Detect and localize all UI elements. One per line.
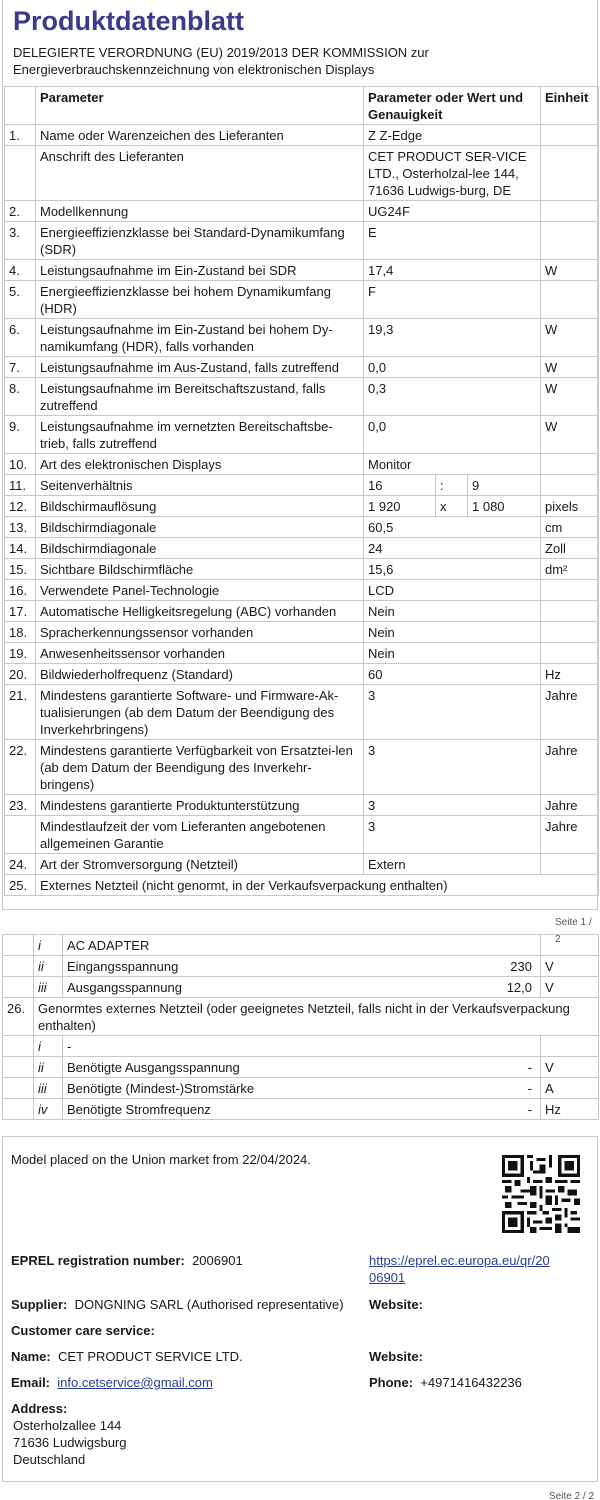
- item-26-text: Genormtes externes Netzteil (oder geeignetes Netzteil, falls nicht in der Verkaufsverpackung enthalten): [34, 998, 599, 1036]
- row-number: 24.: [5, 854, 36, 875]
- power-row-label: [63, 977, 541, 998]
- row-number: 13.: [5, 517, 36, 538]
- table-row: [5, 622, 599, 643]
- row-value: 24: [364, 538, 541, 559]
- page-title: Produktdatenblatt: [13, 6, 245, 36]
- table-row: [5, 201, 599, 222]
- header-value: Parameter oder Wert und Genauigkeit: [364, 87, 541, 125]
- row-value: Z Z-Edge: [364, 125, 541, 146]
- row-unit: W: [541, 260, 599, 281]
- table-header-row: [5, 87, 599, 125]
- power-row-spacer: [3, 977, 34, 998]
- table-row: [5, 664, 599, 685]
- row-value: E: [364, 222, 541, 260]
- row-parameter: Leistungsaufnahme im Aus-Zustand, falls zutreffend: [36, 357, 364, 378]
- row-value: UG24F: [364, 201, 541, 222]
- row-unit: [541, 854, 599, 875]
- row-unit: pixels: [541, 496, 599, 517]
- power-row-label-text: Eingangsspannung: [67, 959, 179, 974]
- row-number: 12.: [5, 496, 36, 517]
- power-row-label: [63, 956, 541, 977]
- row-parameter: Sichtbare Bildschirmfläche: [36, 559, 364, 580]
- eprel-registration-label: EPREL registration number:: [11, 1253, 185, 1268]
- website-label-2: Website:: [369, 1349, 423, 1364]
- website-label-1: Website:: [369, 1297, 423, 1312]
- row-number: 25.: [5, 875, 36, 896]
- power-row: [3, 1057, 599, 1078]
- row-value: F: [364, 281, 541, 319]
- table-row: [5, 538, 599, 559]
- power-row-unit: V: [541, 956, 599, 977]
- row-parameter: Spracherkennungssensor vorhanden: [36, 622, 364, 643]
- email-link[interactable]: info.cetservice@gmail.com: [57, 1375, 213, 1390]
- table-row: [5, 357, 599, 378]
- table-row: [5, 222, 599, 260]
- power-row: [3, 935, 599, 956]
- row-unit: dm²: [541, 559, 599, 580]
- row-number: 16.: [5, 580, 36, 601]
- power-row-spacer: [3, 956, 34, 977]
- power-row-unit: V: [541, 977, 599, 998]
- table-row: [5, 854, 599, 875]
- power-row-label: [63, 935, 541, 956]
- power-row-roman: ii: [34, 956, 63, 977]
- item-26-number: 26.: [3, 998, 34, 1036]
- table-row: [5, 685, 599, 740]
- row-unit: [541, 622, 599, 643]
- row-unit: [541, 580, 599, 601]
- table-row: [5, 740, 599, 795]
- regulation-subtitle: DELEGIERTE VERORDNUNG (EU) 2019/2013 DER KOMMISSION zur Energieverbrauchskennzeichnung von elektronischen Displays: [13, 45, 429, 77]
- power-row: [3, 977, 599, 998]
- row-number: 19.: [5, 643, 36, 664]
- row-parameter: Mindestens garantierte Produktunterstützung: [36, 795, 364, 816]
- table-row: [5, 517, 599, 538]
- row-number: 18.: [5, 622, 36, 643]
- power-row-roman: iii: [34, 977, 63, 998]
- row-value: Monitor: [364, 454, 541, 475]
- table-row: [5, 816, 599, 854]
- table-row: [5, 416, 599, 454]
- power-row: [3, 956, 599, 977]
- table-row: [5, 125, 599, 146]
- row-value: 3: [364, 740, 541, 795]
- table-row: [5, 319, 599, 357]
- power-row-roman: iv: [34, 1099, 63, 1120]
- row-value: LCD: [364, 580, 541, 601]
- row-value: 0,3: [364, 378, 541, 416]
- eprel-link-line-2[interactable]: 06901: [369, 1270, 406, 1285]
- power-row-roman: ii: [34, 1057, 63, 1078]
- row-value: Extern: [364, 854, 541, 875]
- row-unit: [541, 222, 599, 260]
- eprel-registration: [11, 1252, 243, 1269]
- row-unit: [541, 201, 599, 222]
- row-unit: [541, 146, 599, 201]
- row-value-separator: x: [436, 496, 468, 517]
- row-parameter: Leistungsaufnahme im Bereitschaftszustand, falls zutreffend: [36, 378, 364, 416]
- row-number: 23.: [5, 795, 36, 816]
- power-row-label: [63, 1078, 541, 1099]
- power-row-value: 12,0: [506, 980, 532, 995]
- row-value-a: 1 920: [364, 496, 436, 517]
- table-row: [5, 260, 599, 281]
- power-row-roman: i: [34, 935, 63, 956]
- row-value-b: 1 080: [468, 496, 541, 517]
- power-row-label-text: Benötigte Ausgangsspannung: [67, 1060, 240, 1075]
- table-row: [5, 281, 599, 319]
- table-row: [5, 795, 599, 816]
- row-parameter: Art der Stromversorgung (Netzteil): [36, 854, 364, 875]
- power-row-unit: [541, 935, 599, 956]
- row-value-separator: :: [436, 475, 468, 496]
- address-line: Deutschland: [13, 1452, 86, 1467]
- supplier-value: DONGNING SARL (Authorised representative): [74, 1297, 344, 1312]
- table-row: [5, 559, 599, 580]
- row-unit: cm: [541, 517, 599, 538]
- table-row: [5, 496, 599, 517]
- row-value: 0,0: [364, 416, 541, 454]
- row-parameter: Energieeffizienzklasse bei Standard-Dynamikumfang (SDR): [36, 222, 364, 260]
- power-row-spacer: [3, 1099, 34, 1120]
- row-value: 60: [364, 664, 541, 685]
- market-date-text: Model placed on the Union market from 22/04/2024.: [11, 1152, 311, 1167]
- row-parameter: Mindestens garantierte Software- und Firmware-Ak-tualisierungen (ab dem Datum der Beendigung des Inverkehrbringens): [36, 685, 364, 740]
- power-row-label-text: -: [67, 1039, 72, 1054]
- row-number: 20.: [5, 664, 36, 685]
- row-number: 4.: [5, 260, 36, 281]
- page-number-1: Seite 1 / 2: [555, 917, 592, 945]
- care-name-line: [11, 1348, 243, 1365]
- table-row: [5, 454, 599, 475]
- row-number: 10.: [5, 454, 36, 475]
- power-row-spacer: [3, 1057, 34, 1078]
- power-row-roman: i: [34, 1036, 63, 1057]
- row-parameter: Art des elektronischen Displays: [36, 454, 364, 475]
- power-row-label: [63, 1099, 541, 1120]
- row-parameter: Mindestens garantierte Verfügbarkeit von Ersatztei-len (ab dem Datum der Beendigung des Inverkehr-bringens): [36, 740, 364, 795]
- page-number-2: Seite 2 / 2: [549, 1491, 595, 1500]
- power-row-unit: Hz: [541, 1099, 599, 1120]
- table-row: [5, 146, 599, 201]
- row-parameter: Bildwiederholfrequenz (Standard): [36, 664, 364, 685]
- row-value: Nein: [364, 622, 541, 643]
- power-row-value: -: [527, 1102, 532, 1117]
- power-row-unit: [541, 1036, 599, 1057]
- address-line: 71636 Ludwigsburg: [13, 1435, 127, 1450]
- row-value: 3: [364, 795, 541, 816]
- power-row-roman: iii: [34, 1078, 63, 1099]
- row-value-b: 9: [468, 475, 541, 496]
- row-unit: W: [541, 378, 599, 416]
- email-line: [11, 1374, 213, 1391]
- row-number: [5, 816, 36, 854]
- row-parameter: Bildschirmdiagonale: [36, 517, 364, 538]
- row-unit: [541, 281, 599, 319]
- table-row: [5, 378, 599, 416]
- power-row-spacer: [3, 935, 34, 956]
- power-row-unit: A: [541, 1078, 599, 1099]
- name-value: CET PRODUCT SERVICE LTD.: [57, 1349, 243, 1364]
- power-row: [3, 1036, 599, 1057]
- item-26-row: [3, 998, 599, 1036]
- phone-line: [369, 1374, 522, 1391]
- power-row-label-text: Ausgangsspannung: [67, 980, 182, 995]
- power-row-spacer: [3, 1036, 34, 1057]
- address-label: Address:: [11, 1401, 68, 1416]
- row-parameter: Mindestlaufzeit der vom Lieferanten angebotenen allgemeinen Garantie: [36, 816, 364, 854]
- row-unit: [541, 475, 599, 496]
- row-unit: W: [541, 416, 599, 454]
- row-unit: Zoll: [541, 538, 599, 559]
- eprel-info-box: [2, 1136, 598, 1482]
- phone-value: +4971416432236: [420, 1375, 522, 1390]
- address-block: [11, 1400, 126, 1468]
- row-number: [5, 146, 36, 201]
- email-label: Email:: [11, 1375, 51, 1390]
- power-row-label: [63, 1036, 541, 1057]
- table-row: [5, 643, 599, 664]
- phone-label: Phone:: [369, 1375, 414, 1390]
- row-value-a: 16: [364, 475, 436, 496]
- row-number: 21.: [5, 685, 36, 740]
- row-value: 15,6: [364, 559, 541, 580]
- row-parameter: Automatische Helligkeitsregelung (ABC) vorhanden: [36, 601, 364, 622]
- row-unit: Hz: [541, 664, 599, 685]
- row-value: 60,5: [364, 517, 541, 538]
- power-row-label-text: Benötigte Stromfrequenz: [67, 1102, 211, 1117]
- power-row-spacer: [3, 1078, 34, 1099]
- row-unit: Jahre: [541, 685, 599, 740]
- row-number: 14.: [5, 538, 36, 559]
- power-row: [3, 1099, 599, 1120]
- power-supply-table: [2, 934, 599, 1120]
- row-number: 3.: [5, 222, 36, 260]
- power-row-value: -: [527, 1081, 532, 1096]
- row-parameter: Verwendete Panel-Technologie: [36, 580, 364, 601]
- power-row-value: -: [527, 1060, 532, 1075]
- power-row-value: 230: [510, 959, 532, 974]
- eprel-link-line-1[interactable]: https://eprel.ec.europa.eu/qr/20: [369, 1253, 550, 1268]
- row-number: 7.: [5, 357, 36, 378]
- table-row: [5, 580, 599, 601]
- row-value: Nein: [364, 601, 541, 622]
- power-row: [3, 1078, 599, 1099]
- header-parameter: Parameter: [36, 87, 364, 125]
- row-unit: [541, 601, 599, 622]
- table-row: [5, 475, 599, 496]
- row-value: 3: [364, 816, 541, 854]
- row-value: Nein: [364, 643, 541, 664]
- row-unit: Jahre: [541, 816, 599, 854]
- row-parameter: Modellkennung: [36, 201, 364, 222]
- row-number: 5.: [5, 281, 36, 319]
- supplier-line: [11, 1296, 344, 1313]
- datasheet-page-2: [2, 934, 598, 1120]
- row-unit: [541, 643, 599, 664]
- row-parameter: Externes Netzteil (nicht genormt, in der Verkaufsverpackung enthalten): [36, 875, 599, 896]
- header-num-cell: [5, 87, 36, 125]
- row-number: 22.: [5, 740, 36, 795]
- row-parameter: Energieeffizienzklasse bei hohem Dynamikumfang (HDR): [36, 281, 364, 319]
- row-unit: [541, 454, 599, 475]
- power-row-unit: V: [541, 1057, 599, 1078]
- row-number: 2.: [5, 201, 36, 222]
- parameter-table: [4, 86, 599, 896]
- row-number: 17.: [5, 601, 36, 622]
- row-value: 17,4: [364, 260, 541, 281]
- supplier-website: [369, 1296, 423, 1313]
- row-unit: W: [541, 319, 599, 357]
- power-row-label-text: AC ADAPTER: [67, 938, 150, 953]
- eprel-registration-value: 2006901: [192, 1253, 243, 1268]
- row-number: 9.: [5, 416, 36, 454]
- table-row: [5, 875, 599, 896]
- row-parameter: Anwesenheitssensor vorhanden: [36, 643, 364, 664]
- power-row-label-text: Benötigte (Mindest-)Stromstärke: [67, 1081, 255, 1096]
- care-website: [369, 1348, 423, 1365]
- row-value: 0,0: [364, 357, 541, 378]
- power-row-label: [63, 1057, 541, 1078]
- row-parameter: Seitenverhältnis: [36, 475, 364, 496]
- row-number: 1.: [5, 125, 36, 146]
- row-parameter: Bildschirmdiagonale: [36, 538, 364, 559]
- row-number: 8.: [5, 378, 36, 416]
- row-unit: [541, 125, 599, 146]
- row-unit: Jahre: [541, 740, 599, 795]
- address-line: Osterholzallee 144: [13, 1418, 122, 1433]
- row-parameter: Leistungsaufnahme im Ein-Zustand bei hohem Dy-namikumfang (HDR), falls vorhanden: [36, 319, 364, 357]
- row-unit: Jahre: [541, 795, 599, 816]
- row-parameter: Leistungsaufnahme im Ein-Zustand bei SDR: [36, 260, 364, 281]
- row-parameter: Leistungsaufnahme im vernetzten Bereitschaftsbe-trieb, falls zutreffend: [36, 416, 364, 454]
- header-unit: Einheit: [541, 87, 599, 125]
- customer-care-heading: [11, 1322, 155, 1339]
- supplier-label: Supplier:: [11, 1297, 68, 1312]
- row-unit: W: [541, 357, 599, 378]
- row-value: 19,3: [364, 319, 541, 357]
- row-parameter: Name oder Warenzeichen des Lieferanten: [36, 125, 364, 146]
- eprel-link[interactable]: [369, 1252, 589, 1286]
- table-row: [5, 601, 599, 622]
- row-value: CET PRODUCT SER-VICE LTD., Osterholzal-lee 144, 71636 Ludwigs-burg, DE: [364, 146, 541, 201]
- row-value: 3: [364, 685, 541, 740]
- name-label: Name:: [11, 1349, 51, 1364]
- row-parameter: Anschrift des Lieferanten: [36, 146, 364, 201]
- row-number: 6.: [5, 319, 36, 357]
- qr-code-icon[interactable]: [502, 1155, 580, 1233]
- customer-care-label: Customer care service:: [11, 1323, 155, 1338]
- row-parameter: Bildschirmauflösung: [36, 496, 364, 517]
- row-number: 15.: [5, 559, 36, 580]
- row-number: 11.: [5, 475, 36, 496]
